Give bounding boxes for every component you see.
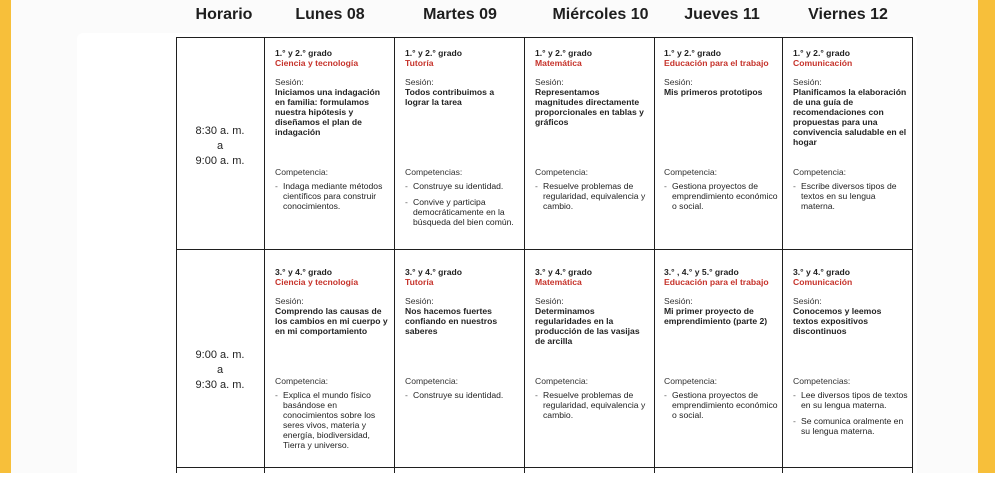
session-cell: [405, 48, 520, 107]
competency-text: Explica el mundo físico basándose en conocimientos sobre los seres vivos, materia y energía, biodiversidad, Tierra y universo.: [283, 390, 376, 450]
competency-label: Competencia:: [535, 167, 589, 177]
competency-item: - Explica el mundo físico basándose en conocimientos sobre los seres vivos, materia y energía, biodiversidad, Tierra y universo.: [275, 390, 390, 450]
competency-item: - Indaga mediante métodos científicos para construir conocimientos.: [275, 181, 390, 211]
grade-label: 1.° y 2.° grado: [405, 48, 463, 58]
session-title: Iniciamos una indagación en familia: formulamos nuestra hipótesis y diseñamos el plan de indagación: [275, 87, 381, 137]
subject-area: Comunicación: [793, 277, 853, 287]
subject-area: Ciencia y tecnología: [275, 277, 359, 287]
column-divider: [394, 37, 395, 473]
competency-text: Escribe diversos tipos de textos en su lengua materna.: [801, 181, 897, 211]
competency-block: [664, 376, 778, 420]
competency-block: [405, 167, 520, 227]
session-label: Sesión:: [535, 77, 564, 87]
competency-label: Competencia:: [275, 376, 329, 386]
column-divider: [782, 37, 783, 473]
session-title: Mi primer proyecto de emprendimiento (parte 2): [664, 306, 768, 326]
competency-block: [664, 167, 778, 211]
time-slot: [176, 348, 264, 393]
competency-text: Construye su identidad.: [413, 181, 504, 191]
header-day-wednesday: Miércoles 10: [552, 6, 649, 23]
competency-item: - Resuelve problemas de regularidad, equivalencia y cambio.: [535, 181, 650, 211]
column-divider: [654, 37, 655, 473]
subject-area: Ciencia y tecnología: [275, 58, 359, 68]
subject-area: Tutoría: [405, 58, 434, 68]
subject-area: Matemática: [535, 277, 582, 287]
session-title: Mis primeros prototipos: [664, 87, 763, 97]
header-day-monday: Lunes 08: [295, 6, 365, 23]
header-day-friday: Viernes 12: [808, 6, 888, 23]
grade-label: 3.° y 4.° grado: [405, 267, 463, 277]
competency-item: - Se comunica oralmente en su lengua materna.: [793, 416, 909, 436]
column-divider: [524, 37, 525, 473]
session-label: Sesión:: [275, 77, 304, 87]
time-start: 9:00 a. m.: [195, 349, 245, 361]
session-label: Sesión:: [664, 77, 693, 87]
header-day-thursday: Jueves 11: [684, 6, 760, 23]
competency-block: [275, 376, 390, 450]
competency-block: [275, 167, 390, 211]
yellow-frame-right: [978, 0, 995, 473]
row-divider: [176, 467, 913, 468]
session-cell: [664, 267, 778, 326]
competency-label: Competencia:: [405, 376, 459, 386]
competency-item: - Gestiona proyectos de emprendimiento económico o social.: [664, 390, 778, 420]
competency-block: [535, 376, 650, 420]
competency-block: [405, 376, 520, 400]
grade-label: 1.° y 2.° grado: [275, 48, 333, 58]
subject-area: Matemática: [535, 58, 582, 68]
session-title: Nos hacemos fuertes confiando en nuestros saberes: [405, 306, 498, 336]
session-label: Sesión:: [405, 77, 434, 87]
schedule-header: [0, 0, 995, 34]
session-cell: [793, 48, 909, 147]
competency-item: - Escribe diversos tipos de textos en su lengua materna.: [793, 181, 909, 211]
competency-block: [535, 167, 650, 211]
table-right-border: [912, 37, 913, 473]
row-divider: [176, 249, 913, 250]
time-slot: [176, 124, 264, 169]
session-cell: [535, 48, 650, 127]
session-title: Determinamos regularidades en la producción de las vasijas de arcilla: [535, 306, 640, 346]
competency-label: Competencia:: [535, 376, 589, 386]
subject-area: Educación para el trabajo: [664, 58, 769, 68]
session-title: Todos contribuimos a lograr la tarea: [405, 87, 495, 107]
session-label: Sesión:: [275, 296, 304, 306]
grade-label: 1.° y 2.° grado: [664, 48, 722, 58]
time-end: 9:00 a. m.: [195, 155, 245, 167]
competency-block: [793, 376, 909, 436]
competency-label: Competencia:: [275, 167, 329, 177]
competency-text: Construye su identidad.: [413, 390, 504, 400]
competency-item: - Lee diversos tipos de textos en su lengua materna.: [793, 390, 908, 410]
session-title: Planificamos la elaboración de una guía de recomendaciones con propuestas para una convivencia saludable en el hogar: [793, 87, 907, 147]
time-separator: a: [216, 140, 224, 152]
subject-area: Comunicación: [793, 58, 853, 68]
session-label: Sesión:: [793, 77, 822, 87]
competency-label: Competencias:: [405, 167, 463, 177]
competency-text: Indaga mediante métodos científicos para construir conocimientos.: [283, 181, 383, 211]
session-title: Conocemos y leemos textos expositivos discontinuos: [793, 306, 882, 336]
session-cell: [275, 48, 390, 137]
competency-text: Convive y participa democráticamente en la búsqueda del bien común.: [413, 197, 514, 227]
grade-label: 3.° y 4.° grado: [535, 267, 593, 277]
competency-item: - Resuelve problemas de regularidad, equivalencia y cambio.: [535, 390, 650, 420]
competency-item: - Convive y participa democráticamente en la búsqueda del bien común.: [405, 197, 520, 227]
grade-label: 3.° , 4.° y 5.° grado: [664, 267, 739, 277]
grade-label: 3.° y 4.° grado: [793, 267, 851, 277]
table-top-border: [176, 37, 913, 38]
column-divider: [264, 37, 265, 473]
session-cell: [405, 267, 520, 336]
header-horario: Horario: [195, 6, 253, 23]
session-label: Sesión:: [793, 296, 822, 306]
time-end: 9:30 a. m.: [195, 379, 245, 391]
session-cell: [275, 267, 390, 336]
competency-item: - Gestiona proyectos de emprendimiento económico o social.: [664, 181, 778, 211]
session-cell: [535, 267, 650, 346]
competency-label: Competencia:: [664, 167, 718, 177]
subject-area: Educación para el trabajo: [664, 277, 769, 287]
session-label: Sesión:: [535, 296, 564, 306]
session-title: Representamos magnitudes directamente proporcionales en tablas y gráficos: [535, 87, 644, 127]
subject-area: Tutoría: [405, 277, 434, 287]
session-title: Comprendo las causas de los cambios en mi cuerpo y en mi comportamiento: [275, 306, 388, 336]
time-separator: a: [216, 364, 224, 376]
session-cell: [793, 267, 909, 336]
competency-text: Gestiona proyectos de emprendimiento económico o social.: [672, 181, 778, 211]
competency-text: Se comunica oralmente en su lengua materna.: [801, 416, 904, 436]
session-label: Sesión:: [405, 296, 434, 306]
competency-text: Resuelve problemas de regularidad, equivalencia y cambio.: [543, 181, 646, 211]
yellow-frame-left: [0, 0, 11, 473]
grade-label: 1.° y 2.° grado: [793, 48, 851, 58]
time-start: 8:30 a. m.: [195, 125, 245, 137]
competency-text: Resuelve problemas de regularidad, equivalencia y cambio.: [543, 390, 646, 420]
competency-item: - Construye su identidad.: [405, 390, 520, 400]
competency-text: Lee diversos tipos de textos en su lengua materna.: [801, 390, 908, 410]
competency-label: Competencia:: [793, 167, 847, 177]
session-cell: [664, 48, 778, 97]
competency-item: - Construye su identidad.: [405, 181, 520, 191]
session-label: Sesión:: [664, 296, 693, 306]
competency-block: [793, 167, 909, 211]
competency-text: Gestiona proyectos de emprendimiento económico o social.: [672, 390, 778, 420]
column-divider: [176, 37, 177, 473]
competency-label: Competencias:: [793, 376, 851, 386]
competency-label: Competencia:: [664, 376, 718, 386]
header-day-tuesday: Martes 09: [423, 6, 497, 23]
grade-label: 1.° y 2.° grado: [535, 48, 593, 58]
grade-label: 3.° y 4.° grado: [275, 267, 333, 277]
